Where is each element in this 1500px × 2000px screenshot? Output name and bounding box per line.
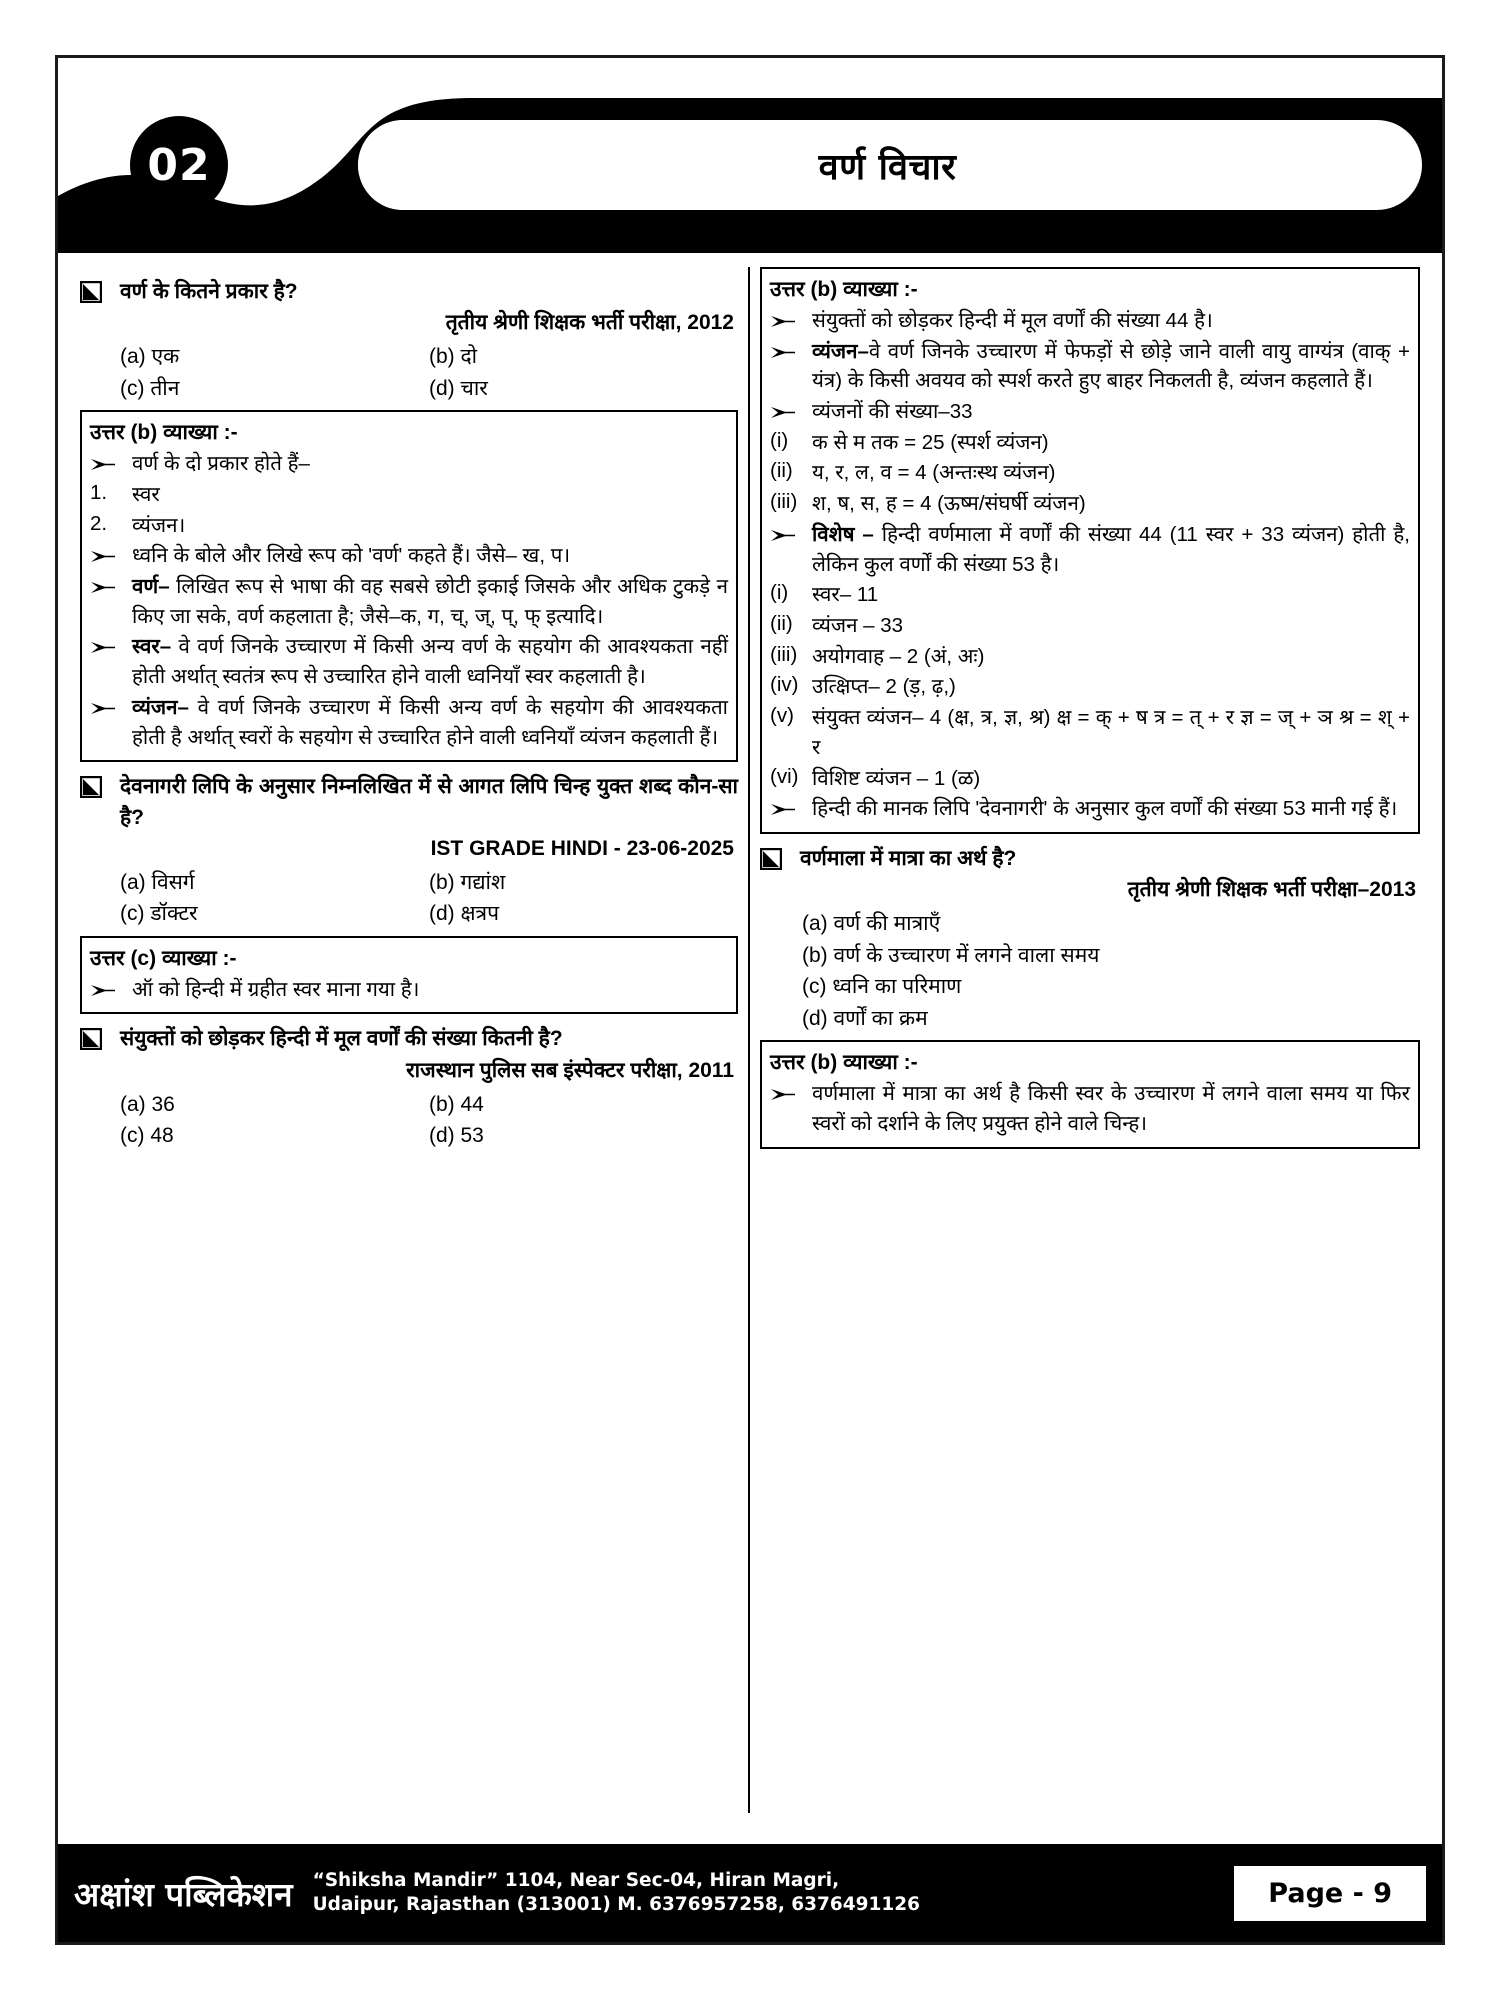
roman-numeral: (iii)	[770, 642, 798, 666]
point-body: वे वर्ण जिनके उच्चारण में किसी अन्य वर्ण के सहयोग की आवश्यकता नहीं होती अर्थात् स्वतंत्र रूप से उच्चारित होने वाली ध्वनियाँ स्वर कहलाती है।	[132, 635, 728, 689]
option-c[interactable]: (c) 48	[120, 1124, 174, 1148]
roman-numeral: (iii)	[770, 490, 798, 514]
chapter-number-badge	[130, 116, 228, 214]
point-text	[132, 632, 728, 691]
answer-heading: उत्तर (b) व्याख्या :-	[770, 1051, 918, 1075]
explanation-point	[770, 306, 1410, 336]
term-label: व्यंजन–	[812, 339, 869, 363]
explanation-point	[770, 458, 1410, 488]
roman-numeral: (iv)	[770, 673, 799, 697]
list-number: 2.	[90, 511, 108, 535]
roman-numeral: (ii)	[770, 612, 793, 635]
option-c[interactable]: (c) तीन	[120, 376, 180, 400]
publisher-address	[313, 1869, 1225, 1918]
point-text: ध्वनि के बोले और लिखे रूप को 'वर्ण' कहते हैं। जैसे– ख, प।	[132, 544, 571, 568]
roman-numeral: (i)	[770, 428, 789, 452]
question-heading	[760, 844, 1420, 874]
explanation-point	[770, 397, 1410, 427]
arrow-bullet-icon	[90, 693, 132, 715]
question-text: वर्णमाला में मात्रा का अर्थ है?	[800, 847, 1017, 871]
question-heading	[80, 277, 738, 307]
option-b[interactable]: (b) गद्यांश	[429, 870, 506, 894]
point-text: श, ष, स, ह = 4 (ऊष्म/संघर्षी व्यंजन)	[812, 492, 1086, 516]
address-line-1: “Shiksha Mandir” 1104, Near Sec-04, Hiran Magri,	[312, 1869, 840, 1891]
question-text: देवनागरी लिपि के अनुसार निम्नलिखित में से आगत लिपि चिन्ह युक्त शब्द कौन-सा है?	[120, 775, 738, 829]
answer-heading: उत्तर (b) व्याख्या :-	[770, 278, 918, 301]
answer-heading: उत्तर (b) व्याख्या :-	[90, 421, 238, 445]
roman-numeral: (ii)	[770, 459, 793, 483]
point-text: व्यंजन।	[132, 513, 186, 537]
option-c[interactable]: (c) ध्वनि का परिमाण	[802, 975, 962, 999]
point-text: विशिष्ट व्यंजन – 1 (ळ)	[812, 766, 981, 790]
arrow-bullet-icon	[770, 1079, 812, 1101]
explanation-point	[770, 611, 1410, 641]
option-row	[120, 898, 738, 930]
roman-numeral: (vi)	[770, 764, 799, 788]
roman-numeral: (i)	[770, 581, 789, 605]
arrow-bullet-icon	[770, 520, 812, 542]
question-text: वर्ण के कितने प्रकार है?	[120, 280, 298, 303]
answer-box-3	[760, 267, 1420, 834]
filled-square-marker-icon	[80, 1024, 120, 1050]
question-block-2	[80, 772, 738, 930]
options-list	[80, 341, 738, 404]
question-source: राजस्थान पुलिस सब इंस्पेक्टर परीक्षा, 2011	[406, 1058, 734, 1082]
option-a[interactable]: (a) 36	[120, 1092, 175, 1116]
point-text: संयुक्तों को छोड़कर हिन्दी में मूल वर्णों की संख्या 44 है।	[812, 308, 1213, 332]
answer-heading: उत्तर (c) व्याख्या :-	[90, 946, 237, 970]
point-text: व्यंजन – 33	[812, 614, 904, 637]
term-label: विशेष –	[812, 522, 874, 546]
arrow-bullet-icon	[770, 794, 812, 816]
question-source: IST GRADE HINDI - 23-06-2025	[430, 837, 734, 861]
point-text: य, र, ल, व = 4 (अन्तःस्थ व्यंजन)	[812, 461, 1056, 485]
filled-square-marker-icon	[80, 772, 120, 798]
question-block-3	[80, 1024, 738, 1151]
arrow-bullet-icon	[90, 975, 132, 997]
point-text	[132, 572, 728, 631]
point-text: स्वर– 11	[812, 583, 879, 607]
options-list	[80, 867, 738, 930]
answer-box-4	[760, 1040, 1420, 1148]
arrow-bullet-icon	[770, 397, 812, 419]
explanation-point	[90, 449, 728, 479]
question-source: तृतीय श्रेणी शिक्षक भर्ती परीक्षा, 2012	[445, 311, 734, 335]
point-text	[132, 693, 728, 752]
options-list	[80, 1089, 738, 1152]
point-body: लिखित रूप से भाषा की वह सबसे छोटी इकाई जिसके और अधिक टुकड़े न किए जा सके, वर्ण कहलाता है; जैसे–क, ग, च्, ज्, प्, फ् इत्यादि।	[132, 574, 728, 628]
question-heading	[80, 772, 738, 833]
explanation-point	[90, 511, 728, 541]
explanation-point	[770, 428, 1410, 458]
answer-box-1	[80, 410, 738, 762]
arrow-bullet-icon	[90, 632, 132, 654]
explanation-point	[770, 1079, 1410, 1138]
arrow-bullet-icon	[770, 337, 812, 359]
option-row	[120, 341, 738, 373]
option-c[interactable]: (c) डॉक्टर	[120, 902, 198, 926]
point-body: वे वर्ण जिनके उच्चारण में किसी अन्य वर्ण के सहयोग की आवश्यकता होती है अर्थात् स्वरों के सहयोग से उच्चारित होने वाली ध्वनियाँ व्यंजन कहलाती हैं।	[132, 695, 728, 749]
explanation-point	[770, 764, 1410, 794]
point-text: वर्णमाला में मात्रा का अर्थ है किसी स्वर के उच्चारण में लगने वाला समय या फिर स्वरों को दर्शाने के लिए प्रयुक्त होने वाले चिन्ह।	[812, 1082, 1410, 1135]
arrow-bullet-icon	[90, 449, 132, 471]
content-columns	[58, 253, 1442, 1813]
option-row	[120, 1120, 738, 1152]
explanation-point	[770, 642, 1410, 672]
chapter-number: 02	[147, 139, 211, 191]
explanation-point	[770, 489, 1410, 519]
option-a[interactable]: (a) एक	[120, 345, 180, 369]
point-text: स्वर	[132, 482, 160, 506]
question-block-1	[80, 277, 738, 404]
point-text: हिन्दी की मानक लिपि 'देवनागरी' के अनुसार कुल वर्णों की संख्या 53 मानी गई हैं।	[812, 797, 1398, 821]
chapter-header-banner	[58, 58, 1442, 253]
arrow-bullet-icon	[90, 541, 132, 563]
option-d[interactable]: (d) 53	[429, 1124, 484, 1148]
option-row	[120, 1089, 738, 1121]
explanation-point	[90, 572, 728, 631]
option-a[interactable]: (a) विसर्ग	[120, 870, 195, 894]
list-number: 1.	[90, 480, 108, 504]
term-label: व्यंजन–	[132, 695, 189, 719]
option-d[interactable]: (d) चार	[429, 376, 488, 400]
publisher-logo: अक्षांश पब्लिकेशन	[74, 1874, 293, 1914]
explanation-point	[770, 580, 1410, 610]
page-footer	[58, 1844, 1442, 1942]
page-container	[55, 55, 1445, 1945]
explanation-point	[90, 541, 728, 571]
option-a[interactable]: (a) वर्ण की मात्राएँ	[802, 912, 941, 936]
question-source: तृतीय श्रेणी शिक्षक भर्ती परीक्षा–2013	[1127, 878, 1416, 902]
point-body: हिन्दी वर्णमाला में वर्णों की संख्या 44 (11 स्वर + 33 व्यंजन) होती है, लेकिन कुल वर्णों की संख्या 53 है।	[812, 522, 1410, 576]
explanation-point	[770, 794, 1410, 824]
question-heading	[80, 1024, 738, 1054]
explanation-point	[770, 672, 1410, 702]
option-b[interactable]: (b) दो	[429, 345, 478, 369]
option-row	[120, 373, 738, 405]
question-text: संयुक्तों को छोड़कर हिन्दी में मूल वर्णों की संख्या कितनी है?	[120, 1027, 563, 1051]
chapter-title: वर्ण विचार	[818, 146, 957, 188]
arrow-bullet-icon	[90, 572, 132, 594]
point-text	[812, 337, 1410, 396]
options-list	[760, 908, 1420, 1034]
point-body: वे वर्ण जिनके उच्चारण में फेफड़ों से छोड़े जाने वाली वायु वाग्यंत्र (वाक् + यंत्र) के किसी अवयव को स्पर्श करते हुए बाहर निकलती है, व्यंजन कहलाते हैं।	[812, 339, 1410, 393]
explanation-point	[770, 337, 1410, 396]
point-text: उत्क्षिप्त– 2 (ड़, ढ़,)	[812, 675, 956, 699]
point-text: वर्ण के दो प्रकार होते हैं–	[132, 452, 310, 476]
explanation-point	[770, 703, 1410, 762]
option-d[interactable]: (d) वर्णों का क्रम	[802, 1006, 928, 1030]
explanation-point	[90, 632, 728, 691]
page-number-badge: Page - 9	[1234, 1866, 1426, 1921]
explanation-point	[90, 480, 728, 510]
filled-square-marker-icon	[760, 844, 800, 870]
option-b[interactable]: (b) 44	[429, 1092, 484, 1116]
left-column	[70, 267, 750, 1813]
address-line-2: Udaipur, Rajasthan (313001) M. 6376957258, 6376491126	[312, 1894, 921, 1915]
chapter-title-pill	[393, 122, 1382, 208]
explanation-point	[770, 520, 1410, 579]
point-text	[812, 520, 1410, 579]
arrow-bullet-icon	[770, 306, 812, 328]
option-d[interactable]: (d) क्षत्रप	[429, 902, 500, 926]
option-b[interactable]: (b) वर्ण के उच्चारण में लगने वाला समय	[802, 943, 1100, 967]
explanation-point	[90, 693, 728, 752]
option-row	[120, 867, 738, 899]
roman-numeral: (v)	[770, 704, 794, 728]
term-label: स्वर–	[132, 635, 172, 659]
point-text: क से म तक = 25 (स्पर्श व्यंजन)	[812, 430, 1049, 454]
answer-box-2	[80, 936, 738, 1015]
point-text: अयोगवाह – 2 (अं, अः)	[812, 644, 985, 668]
point-text: व्यंजनों की संख्या–33	[812, 399, 973, 423]
right-column	[750, 267, 1430, 1813]
term-label: वर्ण–	[132, 574, 170, 598]
point-text: ऑ को हिन्दी में ग्रहीत स्वर माना गया है।	[132, 977, 420, 1001]
explanation-point	[90, 975, 728, 1005]
point-text: संयुक्त व्यंजन– 4 (क्ष, त्र, ज्ञ, श्र) क्ष = क् + ष त्र = त् + र ज्ञ = ज् + ञ श्र = श् + र	[812, 706, 1410, 759]
question-block-4	[760, 844, 1420, 1034]
filled-square-marker-icon	[80, 277, 120, 303]
